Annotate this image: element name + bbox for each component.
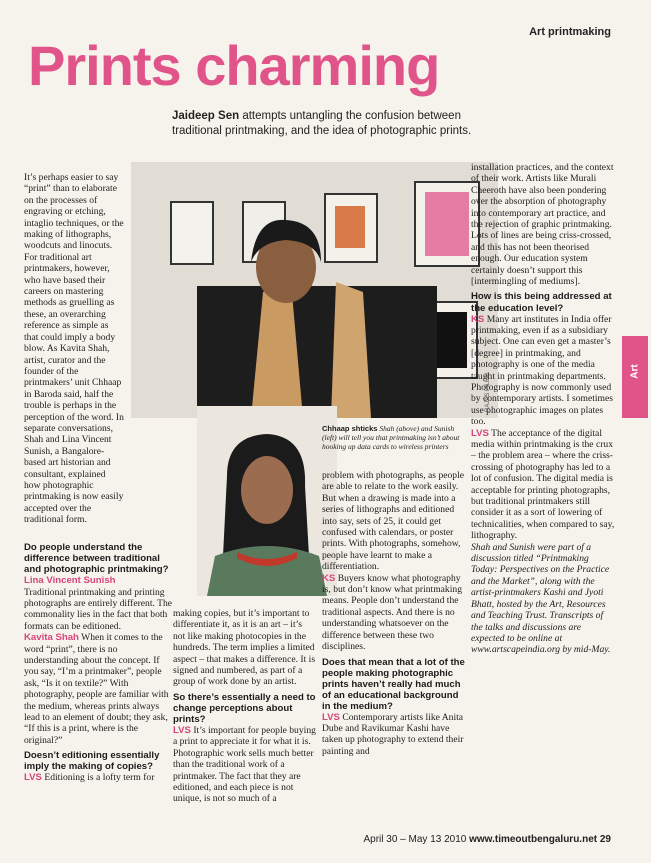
photo-caption <box>322 424 462 451</box>
column-1 <box>24 538 174 784</box>
column-1-intro <box>24 172 124 526</box>
headline: Prints charming <box>28 34 440 97</box>
question: Doesn’t editioning essentially imply the making of copies? <box>24 750 160 773</box>
standfirst <box>172 109 472 139</box>
intro-paragraph: It’s perhaps easier to say “print” than to elaborate on the processes of engraving or etching, intaglio techniques, or the making of lithographs, woodcuts and linocuts. For traditional art printmakers, however, who have based their careers on mastering methods as gruelling as these, an overarching reference as simple as that could imply a body blow. As Kavita Shah, artist, curator and the founder of the printmakers’ unit Chhaap in Baroda said, half the trouble is perhaps in the perception of the word. In separate conversations, Shah and Lina Vincent Sunish, a Bangalore-based art historian and consultant, explained how photographic printmaking is now easily accepted over the traditional form. <box>24 172 124 526</box>
gallery-photo-image <box>131 162 498 418</box>
paragraph: making copies, but it’s important to differentiate it, as it is an art – it’s not like making photocopies in the hundreds. The term implies a limited aspect – that makes a difference. It is signed and numbered, as part of a group of work done by an artist. <box>173 608 316 688</box>
portrait-photo-image <box>197 406 337 596</box>
question: How is this being addressed at the education level? <box>471 291 612 314</box>
section-tab-label: Art <box>629 364 641 379</box>
paragraph: installation practices, and the context of their work. Artists like Murali Cheeroth have also been pondering over the absorption of photography into contemporary art practice, and the rejection of graphic printmaking. Lots of lines are being criss-crossed, and this has not been theorised enough. Our education system certainly doesn’t support this [intermingling of mediums]. <box>471 162 614 288</box>
caption-text: Shah (above) and Sunish (left) will tell you that printmaking isn’t about hooking up data cards to wireless printers <box>322 424 460 451</box>
answer: It’s important for people buying a print to appreciate it for what it is. Photographic work sells much better than the traditional work of a printmaker. The fact that they are editioned, and each piece is not unique, is not so much of a <box>173 724 316 805</box>
column-2 <box>173 608 316 805</box>
answer: Many art institutes in India offer printmaking, even if as a subsidiary subject. One can even get a master’s [degree] in printmaking, and photography is one of the media taught in printmaking departments. Photography is now commonly used by contemporary artists. I sometimes use photographic images on plates too. <box>471 313 614 428</box>
page-footer <box>364 834 612 845</box>
speaker-initials: LVS <box>471 427 489 439</box>
speaker-initials: KS <box>471 313 485 325</box>
standfirst-text: attempts untangling the confusion between traditional printmaking, and the idea of photographic prints. <box>172 110 472 137</box>
page-number: 29 <box>597 834 611 845</box>
speaker-initials: LVS <box>322 711 340 723</box>
answer: Contemporary artists like Anita Dube and Ravikumar Kashi have taken up photography to extend their painting and <box>322 711 464 757</box>
event-note: Shah and Sunish were part of a discussion titled “Printmaking Today: Perspectives on the Practice and the Market”, along with the artist-printmakers Kashi and Jyoti Bhatt, hosted by the Art, Resources and Teaching Trust. Transcripts of the talks and discussions are expected to be online at www.artscapeindia.org by mid-May. <box>471 541 611 656</box>
section-tab <box>622 336 648 418</box>
answer: When it comes to the word “print”, there is no understanding about the concept. If you say, “I’m a printmaker”, people ask, “Is it on textile?” With photography, people are familiar with the medium, whereas prints always lead to an element of doubt; they ask, “If this is a print, where is the original?” <box>24 632 169 746</box>
issue-date: April 30 – May 13 2010 <box>363 834 470 845</box>
answer: Buyers know what photography is, but don’t know what printmaking means. People don’t understand the traditional aspects. And there is no understanding whatsoever on the difference between these two disciplines. <box>322 572 462 653</box>
question: Do people understand the difference between traditional and photographic printmaking? <box>24 542 169 576</box>
speaker-name: Lina Vincent Sunish <box>24 575 116 587</box>
question: So there’s essentially a need to change perceptions about prints? <box>173 691 316 725</box>
gallery-photo <box>131 162 498 418</box>
answer: The acceptance of the digital media within printmaking is the crux – the problem area – where the criss-crossing of photography has led to a lot of confusion. The digital media is acceptable for printing photographs, but traditional printmakers still consider it as a sort of lowering of technicalities, when compared to say, lithography. <box>471 427 615 542</box>
speaker-initials: LVS <box>24 772 42 784</box>
photo-credit: RAJAS PILLAI <box>485 372 491 412</box>
column-4 <box>471 162 615 656</box>
caption-lead: Chhaap shticks <box>322 424 378 433</box>
portrait-photo <box>197 406 337 596</box>
speaker-name: Kavita Shah <box>24 632 79 644</box>
answer: Editioning is a lofty term for <box>41 772 155 784</box>
website: www.timeoutbengaluru.net <box>469 834 598 845</box>
answer: Traditional printmaking and printing photographs are entirely different. The commonality lies in the fact that both formats can be editioned. <box>24 586 173 632</box>
column-3 <box>322 470 468 757</box>
speaker-initials: LVS <box>173 724 191 736</box>
question: Does that mean that a lot of the people making photographic prints haven’t really had much of an educational background in the medium? <box>322 656 465 712</box>
speaker-initials: KS <box>322 572 336 584</box>
paragraph: problem with photographs, as people are able to relate to the work easily. But when a drawing is made into a series of lithographs and editioned into say, sets of 25, it could get confused with calendars, or poster prints. With photographs, somehow, people have learnt to make a differentiation. <box>322 470 465 573</box>
section-label: Art printmaking <box>529 26 611 38</box>
author: Jaideep Sen <box>172 110 240 122</box>
